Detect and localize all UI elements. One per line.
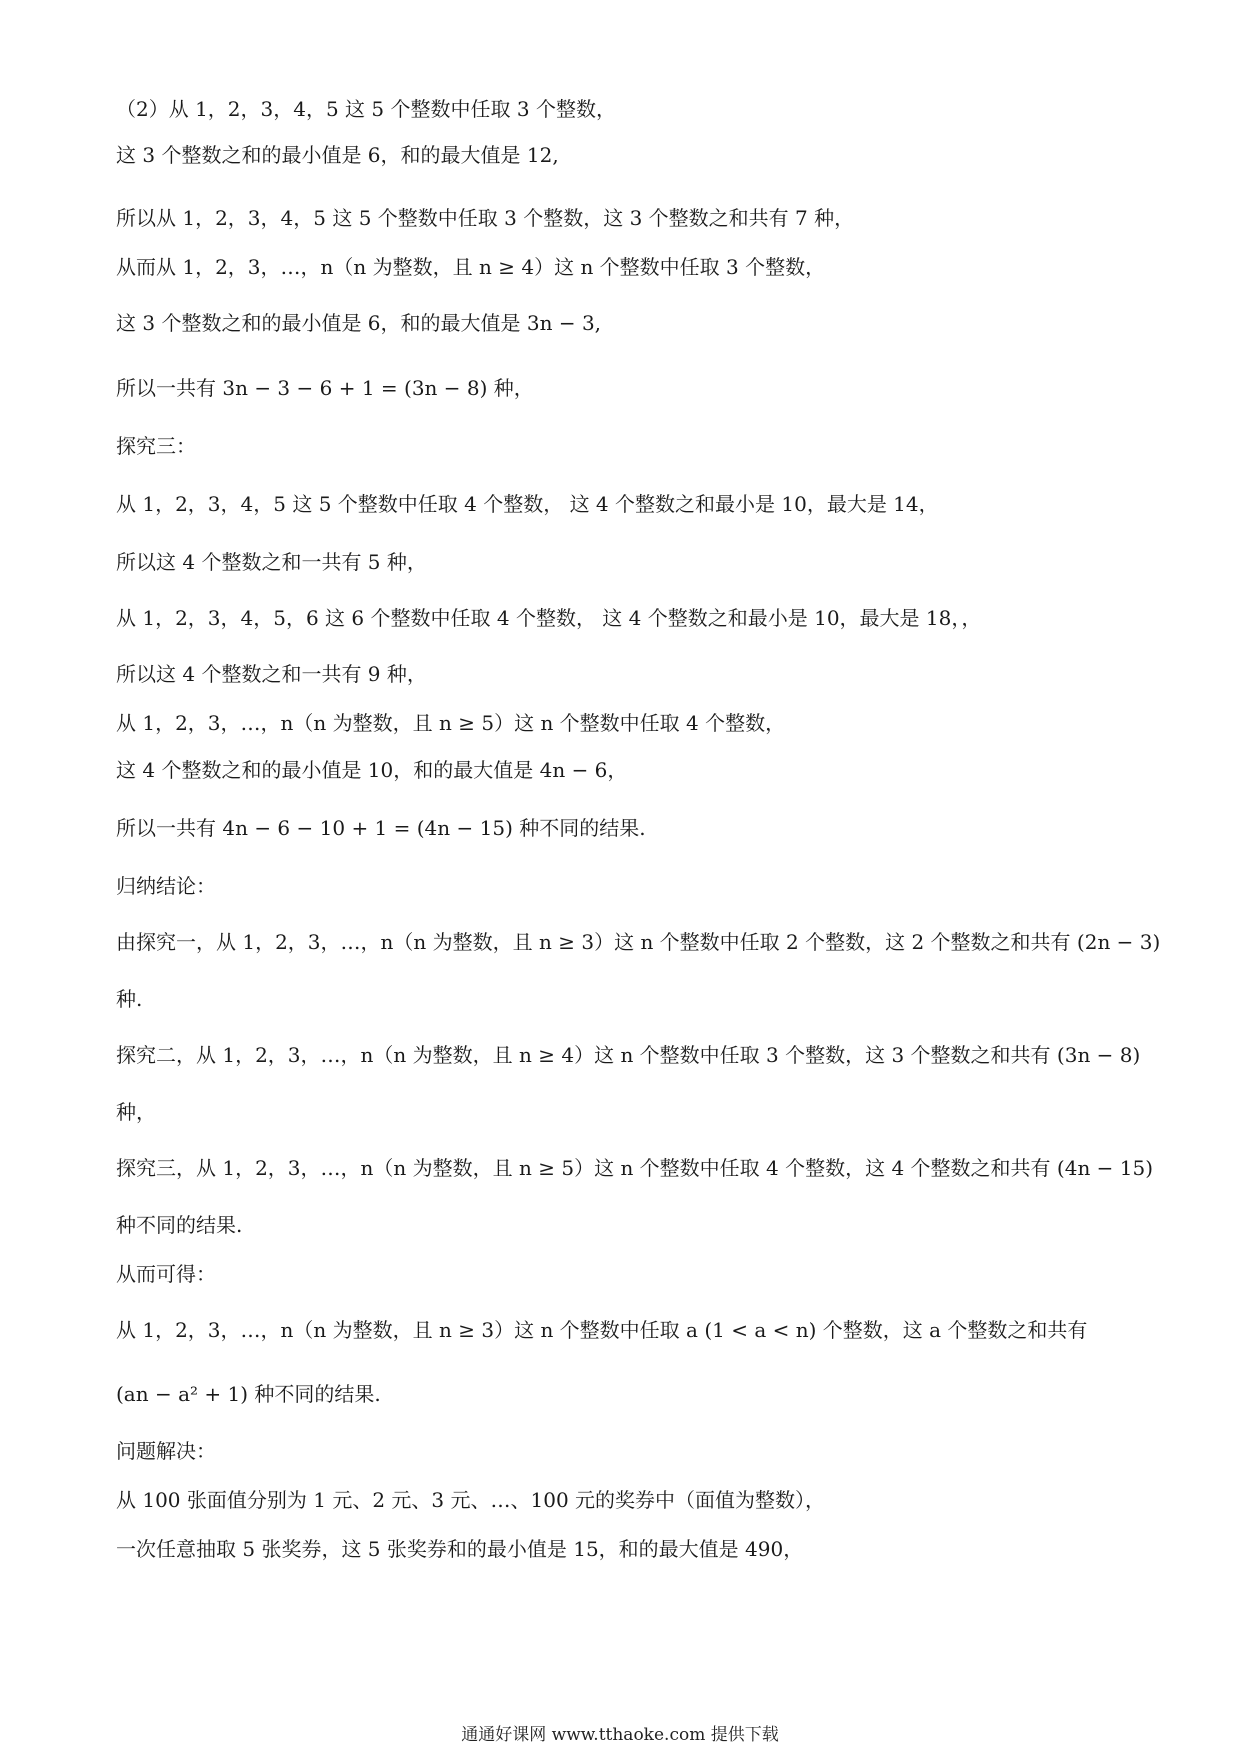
text-line: 这 4 个整数之和的最小值是 10，和的最大值是 4n − 6，	[116, 758, 628, 782]
text-line: 从 100 张面值分别为 1 元、2 元、3 元、…、100 元的奖券中（面值为整数），	[116, 1488, 826, 1512]
text-line: 一次任意抽取 5 张奖券，这 5 张奖券和的最小值是 15，和的最大值是 490，	[116, 1537, 804, 1561]
text-line: 所以一共有 4n − 6 − 10 + 1 = (4n − 15) 种不同的结果.	[116, 816, 646, 840]
text-line: 所以这 4 个整数之和一共有 5 种，	[116, 550, 427, 574]
section-heading: 探究三：	[116, 434, 196, 458]
text-line: 从 1，2，3，…，n（n 为整数，且 n ≥ 3）这 n 个整数中任取 a (1 < a < n) 个整数，这 a 个整数之和共有	[116, 1318, 1088, 1342]
text-line: 从 1，2，3，…，n（n 为整数，且 n ≥ 5）这 n 个整数中任取 4 个整数，	[116, 711, 786, 735]
section-heading: 问题解决：	[116, 1439, 216, 1463]
text-line: 从而从 1，2，3，…，n（n 为整数，且 n ≥ 4）这 n 个整数中任取 3 个整数，	[116, 255, 826, 279]
text-line: 探究三，从 1，2，3，…，n（n 为整数，且 n ≥ 5）这 n 个整数中任取 4 个整数，这 4 个整数之和共有 (4n − 15)	[116, 1156, 1154, 1180]
text-line: 所以从 1，2，3，4，5 这 5 个整数中任取 3 个整数，这 3 个整数之和共有 7 种，	[116, 206, 855, 230]
page-footer: 通通好课网 www.tthaoke.com 提供下载	[461, 1725, 779, 1745]
text-line: 从 1，2，3，4，5，6 这 6 个整数中任取 4 个整数， 这 4 个整数之和最小是 10，最大是 18，，	[116, 606, 982, 630]
text-line: 所以这 4 个整数之和一共有 9 种，	[116, 662, 427, 686]
text-line: 从 1，2，3，4，5 这 5 个整数中任取 4 个整数， 这 4 个整数之和最小是 10，最大是 14，	[116, 492, 939, 516]
section-heading: 从而可得：	[116, 1262, 216, 1286]
section-heading: 归纳结论：	[116, 874, 216, 898]
text-line: 种不同的结果.	[116, 1213, 243, 1237]
text-line: 这 3 个整数之和的最小值是 6，和的最大值是 12,	[116, 143, 559, 167]
text-line: (an − a² + 1) 种不同的结果.	[116, 1382, 381, 1406]
text-line: 所以一共有 3n − 3 − 6 + 1 = (3n − 8) 种，	[116, 376, 534, 400]
text-line: 种.	[116, 987, 143, 1011]
text-line: 这 3 个整数之和的最小值是 6，和的最大值是 3n − 3,	[116, 311, 602, 335]
text-line: 种，	[116, 1100, 156, 1124]
text-line: 由探究一，从 1，2，3，…，n（n 为整数，且 n ≥ 3）这 n 个整数中任取 2 个整数，这 2 个整数之和共有 (2n − 3)	[116, 930, 1161, 954]
text-line: （2）从 1，2，3，4，5 这 5 个整数中任取 3 个整数，	[116, 97, 616, 121]
text-line: 探究二，从 1，2，3，…，n（n 为整数，且 n ≥ 4）这 n 个整数中任取 3 个整数，这 3 个整数之和共有 (3n − 8)	[116, 1043, 1141, 1067]
